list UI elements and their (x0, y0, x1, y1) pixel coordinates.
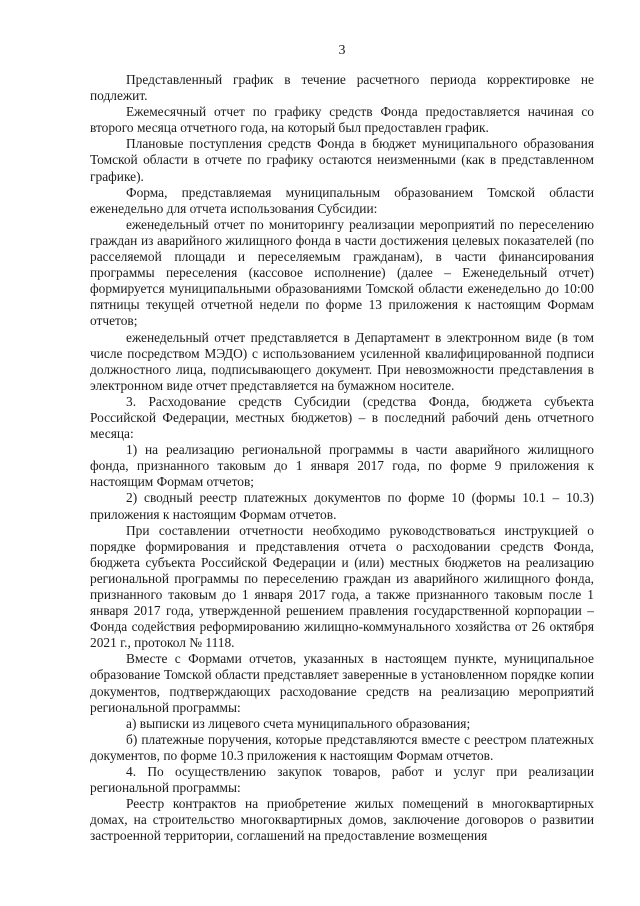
paragraph: еженедельный отчет по мониторингу реализации мероприятий по переселению граждан из аварийного жилищного фонда в части достижения целевых показателей (по расселяемой площади и переселяемым гражданам), в части финансирования программы переселения (кассовое исполнение) (далее – Еженедельный отчет) формируется муниципальными образованиями Томской области еженедельно до 10:00 пятницы текущей отчетной недели по форме 13 приложения к настоящим Формам отчетов; (90, 216, 594, 329)
paragraph: Ежемесячный отчет по графику средств Фонда предоставляется начиная со второго месяца отчетного года, на который был предоставлен график. (90, 104, 594, 136)
paragraph: Вместе с Формами отчетов, указанных в настоящем пункте, муниципальное образование Томской области представляет заверенные в установленном порядке копии документов, подтверждающих расходование средств на реализацию мероприятий региональной программы: (90, 651, 594, 715)
list-item: 2) сводный реестр платежных документов по форме 10 (формы 10.1 – 10.3) приложения к настоящим Формам отчетов. (90, 490, 594, 522)
list-item: б) платежные поручения, которые представляются вместе с реестром платежных документов, по форме 10.3 приложения к настоящим Формам отчетов. (90, 731, 594, 763)
list-item: а) выписки из лицевого счета муниципального образования; (126, 715, 471, 731)
paragraph: еженедельный отчет представляется в Департамент в электронном виде (в том числе посредством МЭДО) с использованием усиленной квалифицированной подписи должностного лица, подписывающего документ. При невозможности представления в электронном виде отчет представляется на бумажном носителе. (90, 329, 594, 393)
paragraph: Представленный график в течение расчетного периода корректировке не подлежит. (90, 72, 594, 104)
page-number: 3 (338, 43, 346, 58)
list-item: 1) на реализацию региональной программы в части аварийного жилищного фонда, признанного таковым до 1 января 2017 года, по форме 9 приложения к настоящим Формам отчетов; (90, 442, 594, 490)
paragraph: Плановые поступления средств Фонда в бюджет муниципального образования Томской области в отчете по графику остаются неизменными (как в представленном графике). (90, 136, 594, 184)
document-page (90, 42, 594, 845)
paragraph: Форма, представляемая муниципальным образованием Томской области еженедельно для отчета использования Субсидии: (90, 184, 594, 216)
section-heading-paragraph: 4. По осуществлению закупок товаров, работ и услуг при реализации региональной программы: (90, 764, 594, 796)
paragraph: При составлении отчетности необходимо руководствоваться инструкцией о порядке формирования и представления отчета о расходовании средств Фонда, бюджета субъекта Российской Федерации и (или) местных бюджетов на реализацию региональной программы по переселению граждан из аварийного жилищного фонда, признанного таковым до 1 января 2017 года, а также признанного таковым после 1 января 2017 года, утвержденной решением правления государственной корпорации – Фонда содействия реформированию жилищно-коммунального хозяйства от 26 октября 2021 г., протокол № 1118. (90, 522, 594, 651)
paragraph: Реестр контрактов на приобретение жилых помещений в многоквартирных домах, на строительство многоквартирных домов, заключение договоров о развитии застроенной территории, соглашений на предоставление возмещения (90, 796, 594, 844)
section-heading-paragraph: 3. Расходование средств Субсидии (средства Фонда, бюджета субъекта Российской Федерации, местных бюджетов) – в последний рабочий день отчетного месяца: (90, 393, 594, 442)
